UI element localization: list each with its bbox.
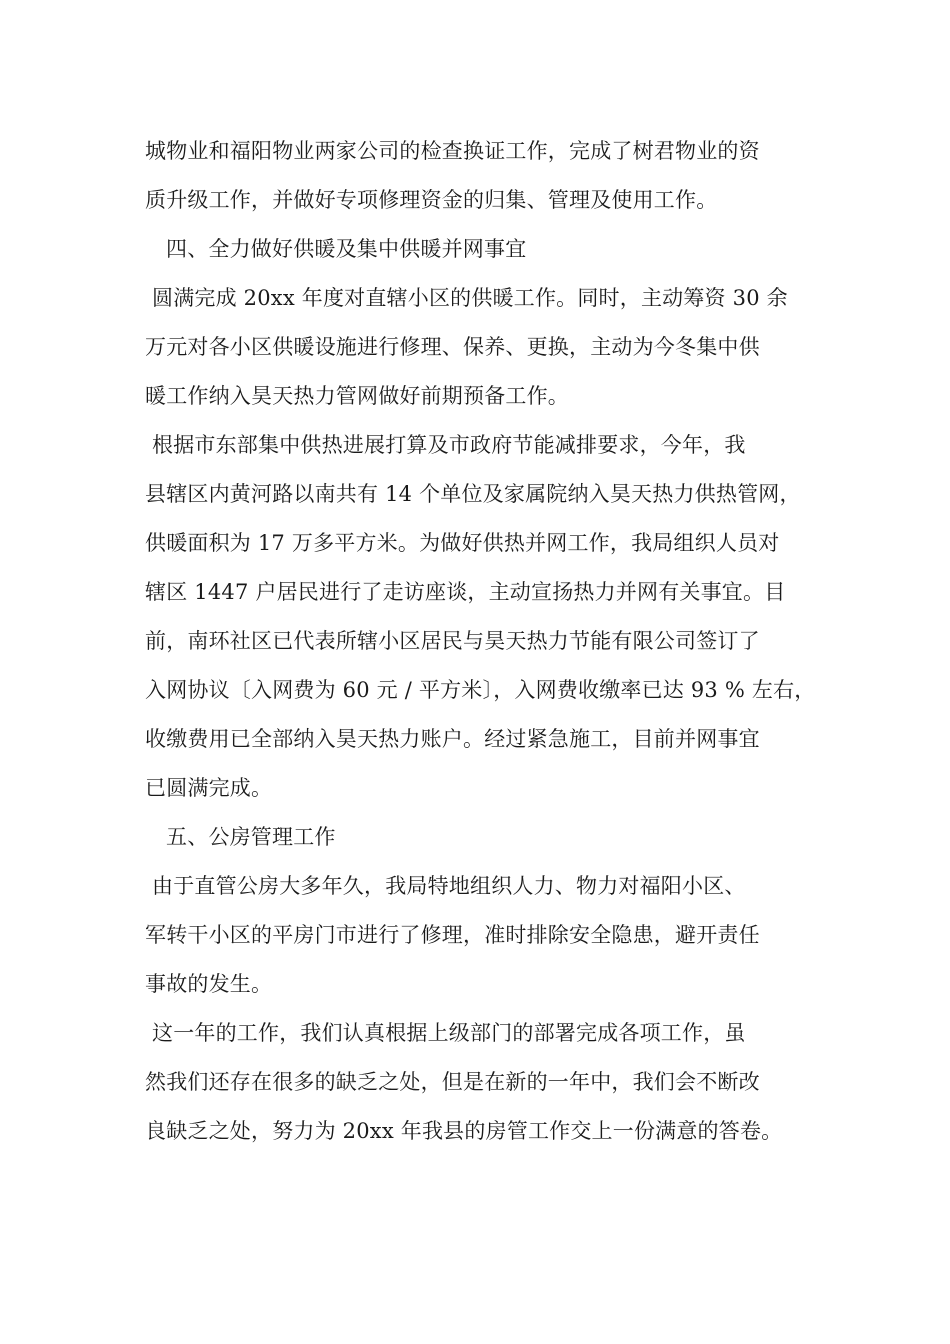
text-line: 城物业和福阳物业两家公司的检查换证工作，完成了树君物业的资 xyxy=(145,139,760,163)
text-line: 这一年的工作，我们认真根据上级部门的部署完成各项工作，虽 xyxy=(152,1021,746,1045)
section-heading: 五、公房管理工作 xyxy=(166,825,336,849)
text-line: 已圆满完成。 xyxy=(145,776,273,800)
text-line: 万元对各小区供暖设施进行修理、保养、更换，主动为今冬集中供 xyxy=(145,335,760,359)
text-line: 事故的发生。 xyxy=(145,972,273,996)
text-line: 圆满完成 20xx 年度对直辖小区的供暖工作。同时，主动筹资 30 余 xyxy=(152,286,788,310)
text-line: 县辖区内黄河路以南共有 14 个单位及家属院纳入昊天热力供热管网， xyxy=(145,482,801,506)
text-line: 良缺乏之处，努力为 20xx 年我县的房管工作交上一份满意的答卷。 xyxy=(145,1119,783,1143)
document-body xyxy=(145,127,825,1156)
text-line: 入网协议〔入网费为 60 元 / 平方米〕，入网费收缴率已达 93 % 左右， xyxy=(145,678,816,702)
text-line: 由于直管公房大多年久，我局特地组织人力、物力对福阳小区、 xyxy=(152,874,746,898)
text-line: 质升级工作，并做好专项修理资金的归集、管理及使用工作。 xyxy=(145,188,718,212)
text-line: 然我们还存在很多的缺乏之处，但是在新的一年中，我们会不断改 xyxy=(145,1070,760,1094)
text-line: 收缴费用已全部纳入昊天热力账户。经过紧急施工，目前并网事宜 xyxy=(145,727,760,751)
text-line: 军转干小区的平房门市进行了修理，准时排除安全隐患，避开责任 xyxy=(145,923,760,947)
section-heading: 四、全力做好供暖及集中供暖并网事宜 xyxy=(166,237,527,261)
text-line: 辖区 1447 户居民进行了走访座谈，主动宣扬热力并网有关事宜。目 xyxy=(145,580,786,604)
text-line: 暖工作纳入昊天热力管网做好前期预备工作。 xyxy=(145,384,569,408)
text-line: 前，南环社区已代表所辖小区居民与昊天热力节能有限公司签订了 xyxy=(145,629,760,653)
text-line: 供暖面积为 17 万多平方米。为做好供热并网工作，我局组织人员对 xyxy=(145,531,780,555)
text-line: 根据市东部集中供热进展打算及市政府节能减排要求，今年，我 xyxy=(152,433,746,457)
